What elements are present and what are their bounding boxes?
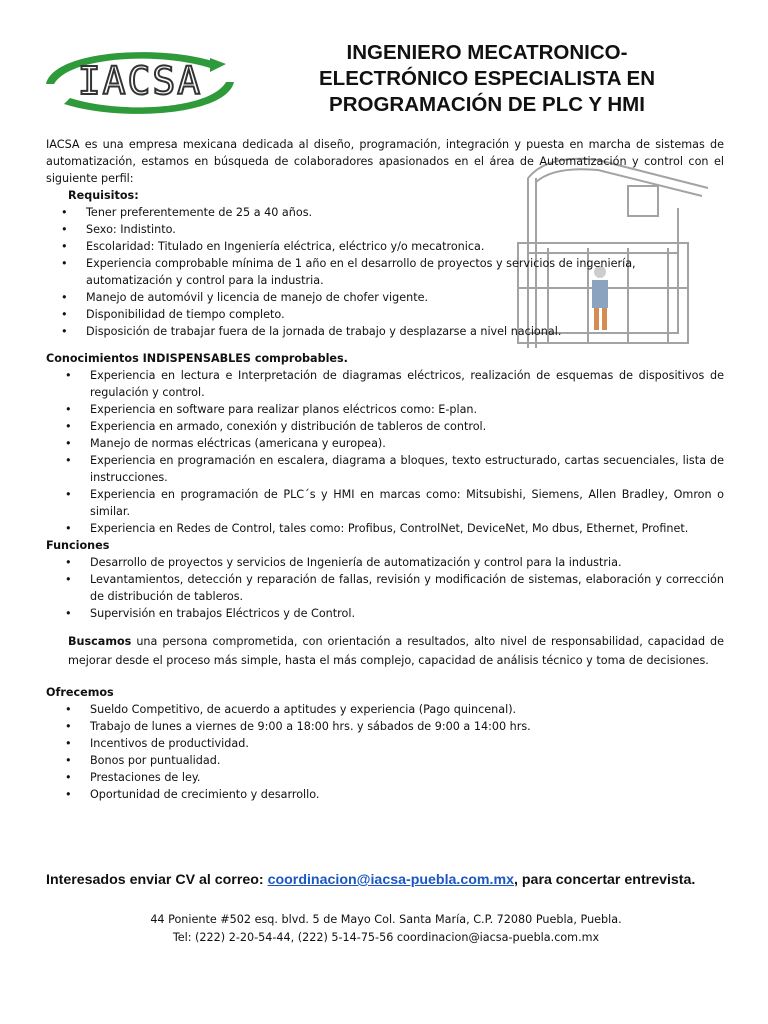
funciones-list	[46, 554, 724, 622]
list-item: • Bonos por puntualidad.	[90, 752, 724, 769]
requisitos-heading: Requisitos:	[68, 189, 139, 202]
conocimientos-list	[46, 367, 724, 537]
conocimientos-heading: Conocimientos INDISPENSABLES comprobables.	[46, 352, 348, 365]
title-line-2: ELECTRÓNICO ESPECIALISTA EN	[319, 67, 655, 90]
buscamos-paragraph	[46, 632, 724, 670]
page-title	[292, 40, 682, 118]
list-item: • Experiencia en lectura e Interpretación de diagramas eléctricos, realización de esquemas de dispositivos de regulación y control.	[90, 367, 724, 401]
title-line-1: INGENIERO MECATRONICO-	[346, 41, 628, 64]
footer	[46, 911, 726, 946]
list-item: • Disposición de trabajar fuera de la jornada de trabajo y desplazarse a nivel nacional.	[86, 323, 724, 340]
list-item: • Experiencia comprobable mínima de 1 año en el desarrollo de proyectos y servicios de ingeniería, automatización y control para la industria.	[86, 255, 724, 289]
buscamos-text: una persona comprometida, con orientación a resultados, alto nivel de responsabilidad, capacidad de mejorar desde el proceso más simple, hasta el más complejo, capacidad de análisis técnico y toma de decisiones.	[68, 635, 724, 667]
list-item: • Prestaciones de ley.	[90, 769, 724, 786]
list-item: • Experiencia en programación en escalera, diagrama a bloques, texto estructurado, cartas secuenciales, lista de instrucciones.	[90, 452, 724, 486]
logo-lettering: IACSA	[77, 59, 203, 103]
list-item: • Disponibilidad de tiempo completo.	[86, 306, 724, 323]
funciones-heading: Funciones	[46, 539, 110, 552]
list-item: • Escolaridad: Titulado en Ingeniería eléctrica, eléctrico y/o mecatronica.	[86, 238, 724, 255]
list-item: • Trabajo de lunes a viernes de 9:00 a 18:00 hrs. y sábados de 9:00 a 14:00 hrs.	[90, 718, 724, 735]
requisitos-list	[46, 204, 724, 340]
footer-address: 44 Poniente #502 esq. blvd. 5 de Mayo Col. Santa María, C.P. 72080 Puebla, Puebla.	[150, 913, 622, 926]
list-item: • Oportunidad de crecimiento y desarrollo.	[90, 786, 724, 803]
ofrecemos-list	[46, 701, 724, 803]
list-item: • Supervisión en trabajos Eléctricos y de Control.	[90, 605, 724, 622]
cta-suffix: , para concertar entrevista.	[514, 872, 696, 888]
list-item: • Experiencia en Redes de Control, tales como: Profibus, ControlNet, DeviceNet, Mo dbus, Ethernet, Profinet.	[90, 520, 724, 537]
list-item: • Desarrollo de proyectos y servicios de Ingeniería de automatización y control para la industria.	[90, 554, 724, 571]
cta-prefix: Interesados enviar CV al correo:	[46, 872, 268, 888]
iacsa-logo	[40, 44, 240, 122]
ofrecemos-heading: Ofrecemos	[46, 686, 114, 699]
list-item: • Experiencia en armado, conexión y distribución de tableros de control.	[90, 418, 724, 435]
buscamos-lead: Buscamos	[68, 635, 132, 648]
intro-paragraph: IACSA es una empresa mexicana dedicada al diseño, programación, integración y puesta en marcha de sistemas de automatización, estamos en búsqueda de colaboradores apasionados en el área de Automatización y control con el siguiente perfil:	[46, 138, 724, 185]
list-item: • Experiencia en programación de PLC´s y HMI en marcas como: Mitsubishi, Siemens, Allen Bradley, Omron o similar.	[90, 486, 724, 520]
list-item: • Manejo de normas eléctricas (americana y europea).	[90, 435, 724, 452]
title-line-3: PROGRAMACIÓN DE PLC Y HMI	[329, 93, 645, 116]
list-item: • Tener preferentemente de 25 a 40 años.	[86, 204, 724, 221]
contact-cta	[46, 871, 726, 890]
footer-phones: Tel: (222) 2-20-54-44, (222) 5-14-75-56 coordinacion@iacsa-puebla.com.mx	[172, 930, 600, 944]
list-item: • Sexo: Indistinto.	[86, 221, 724, 238]
email-link[interactable]: coordinacion@iacsa-puebla.com.mx	[267, 872, 514, 888]
list-item: • Incentivos de productividad.	[90, 735, 724, 752]
list-item: • Manejo de automóvil y licencia de manejo de chofer vigente.	[86, 289, 724, 306]
list-item: • Sueldo Competitivo, de acuerdo a aptitudes y experiencia (Pago quincenal).	[90, 701, 724, 718]
list-item: • Levantamientos, detección y reparación de fallas, revisión y modificación de sistemas, elaboración y corrección de distribución de tableros.	[90, 571, 724, 605]
list-item: • Experiencia en software para realizar planos eléctricos como: E-plan.	[90, 401, 724, 418]
job-description	[46, 136, 724, 803]
